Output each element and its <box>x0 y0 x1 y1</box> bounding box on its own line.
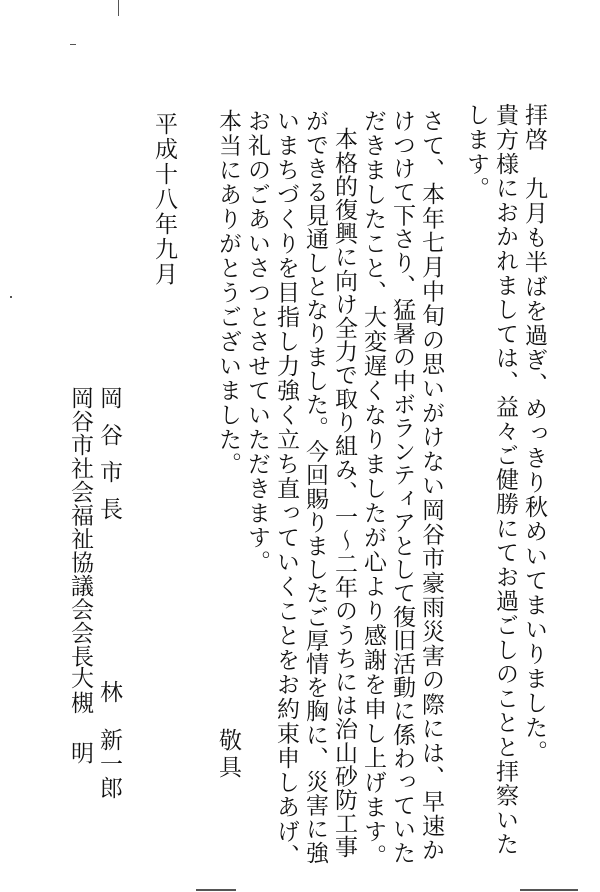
body-line-7: 本格的復興に向け全力で取り組み、一〜二年のうちには治山砂防工事 <box>331 127 357 859</box>
signatory-1-name: 林 新一郎 <box>96 680 122 800</box>
body-line-6: だきましたこと、大変遅くなりましたが心より感謝を申し上げます。 <box>360 109 386 869</box>
body-line-8: ができる見通しとなりました。今回賜りましたご厚情を胸に、災害に強 <box>302 109 328 865</box>
body-line-4: さて、本年七月中旬の思いがけない岡谷市豪雨災害の際には、早速か <box>418 109 444 863</box>
body-line-9: いまちづくりを目指し力強く立ち直っていくことをお約束申しあげ、 <box>273 109 299 869</box>
signatory-2-title: 岡谷市社会福祉協議会会長 <box>67 386 93 668</box>
body-line-5: けつけて下さり、猛暑の中ボランティアとして復旧活動に係わっていた <box>389 109 415 865</box>
date-line: 平成十八年九月 <box>151 112 177 287</box>
body-line-3: します。 <box>463 103 489 201</box>
signatory-1-title: 岡谷市長 <box>96 386 122 534</box>
body-line-10: お礼のごあいさつとさせていただきます。 <box>244 109 270 575</box>
signatory-2-name: 大槻 明 <box>67 666 93 766</box>
scan-speck <box>70 44 76 45</box>
body-line-2: 貴方様におかれましては、益々ご健勝にてお過ごしのことと拝察いた <box>492 103 518 857</box>
scan-speck <box>196 889 236 891</box>
scan-speck <box>10 296 12 298</box>
scan-speck <box>520 889 578 891</box>
body-line-1: 拝啓 九月も半ばを過ぎ、めっきり秋めいてまいりました。 <box>521 103 547 765</box>
scan-speck <box>118 0 119 16</box>
body-line-11: 本当にありがとうございました。 <box>215 109 241 477</box>
closing-keigu: 敬具 <box>215 728 241 782</box>
